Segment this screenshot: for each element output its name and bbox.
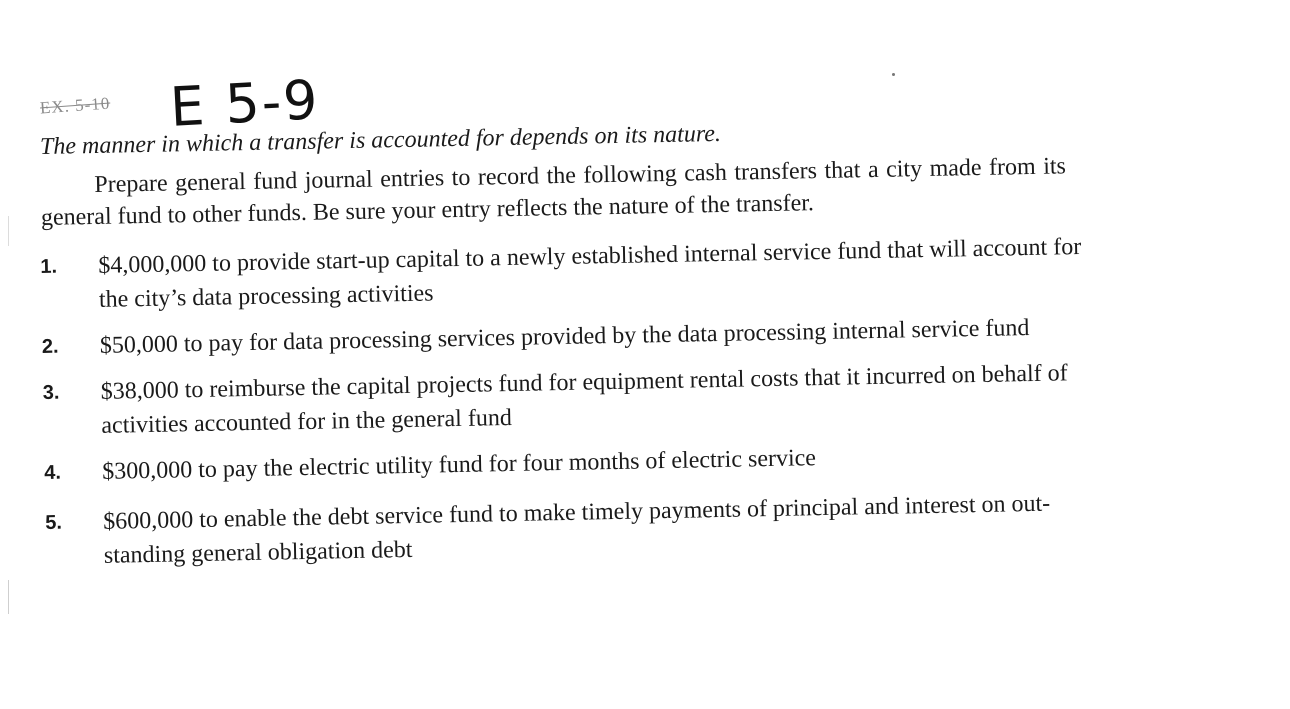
scan-speck: [892, 73, 895, 76]
item-number: 2.: [41, 335, 59, 358]
item-text-line-2: standing general obligation debt: [103, 536, 413, 569]
item-text-line-1: $600,000 to enable the debt service fund to make timely payments of principal and interest on out-: [102, 490, 1051, 535]
item-text-line-1: $38,000 to reimburse the capital projects fund for equipment rental costs that it incurred on behalf of: [100, 360, 1068, 405]
exercise-subtitle: The manner in which a transfer is accounted for depends on its nature.: [39, 120, 722, 160]
item-number: 3.: [42, 381, 60, 404]
item-text-line-1: $4,000,000 to provide start-up capital to a newly established internal service fund that will account for: [98, 234, 1082, 279]
list-item: [45, 484, 1196, 574]
item-text-line-1: $300,000 to pay the electric utility fund for four months of electric service: [102, 445, 817, 485]
list-item: [42, 308, 1192, 364]
list-item: [40, 228, 1191, 318]
scan-edge-mark: [8, 216, 9, 246]
item-text-line-1: $50,000 to pay for data processing services provided by the data processing internal service fund: [99, 315, 1030, 359]
list-item: [42, 354, 1193, 444]
instructions-line-2: general fund to other funds. Be sure your entry reflects the nature of the transfer.: [40, 190, 815, 231]
transfer-list: [40, 228, 1196, 586]
exercise-instructions: [40, 144, 1181, 238]
instructions-line-1: Prepare general fund journal entries to record the following cash transfers that a city made from its: [94, 153, 1067, 198]
scan-edge-mark-lower: [8, 580, 9, 614]
list-item: [44, 434, 1194, 490]
struck-exercise-label: EX. 5-10: [39, 93, 111, 118]
item-text-line-2: the city’s data processing activities: [98, 280, 434, 313]
item-number: 1.: [40, 255, 58, 278]
handwritten-exercise-label: E 5-9: [168, 68, 322, 139]
item-number: 4.: [44, 461, 62, 484]
item-number: 5.: [45, 511, 63, 534]
item-text-line-2: activities accounted for in the general fund: [101, 404, 513, 439]
